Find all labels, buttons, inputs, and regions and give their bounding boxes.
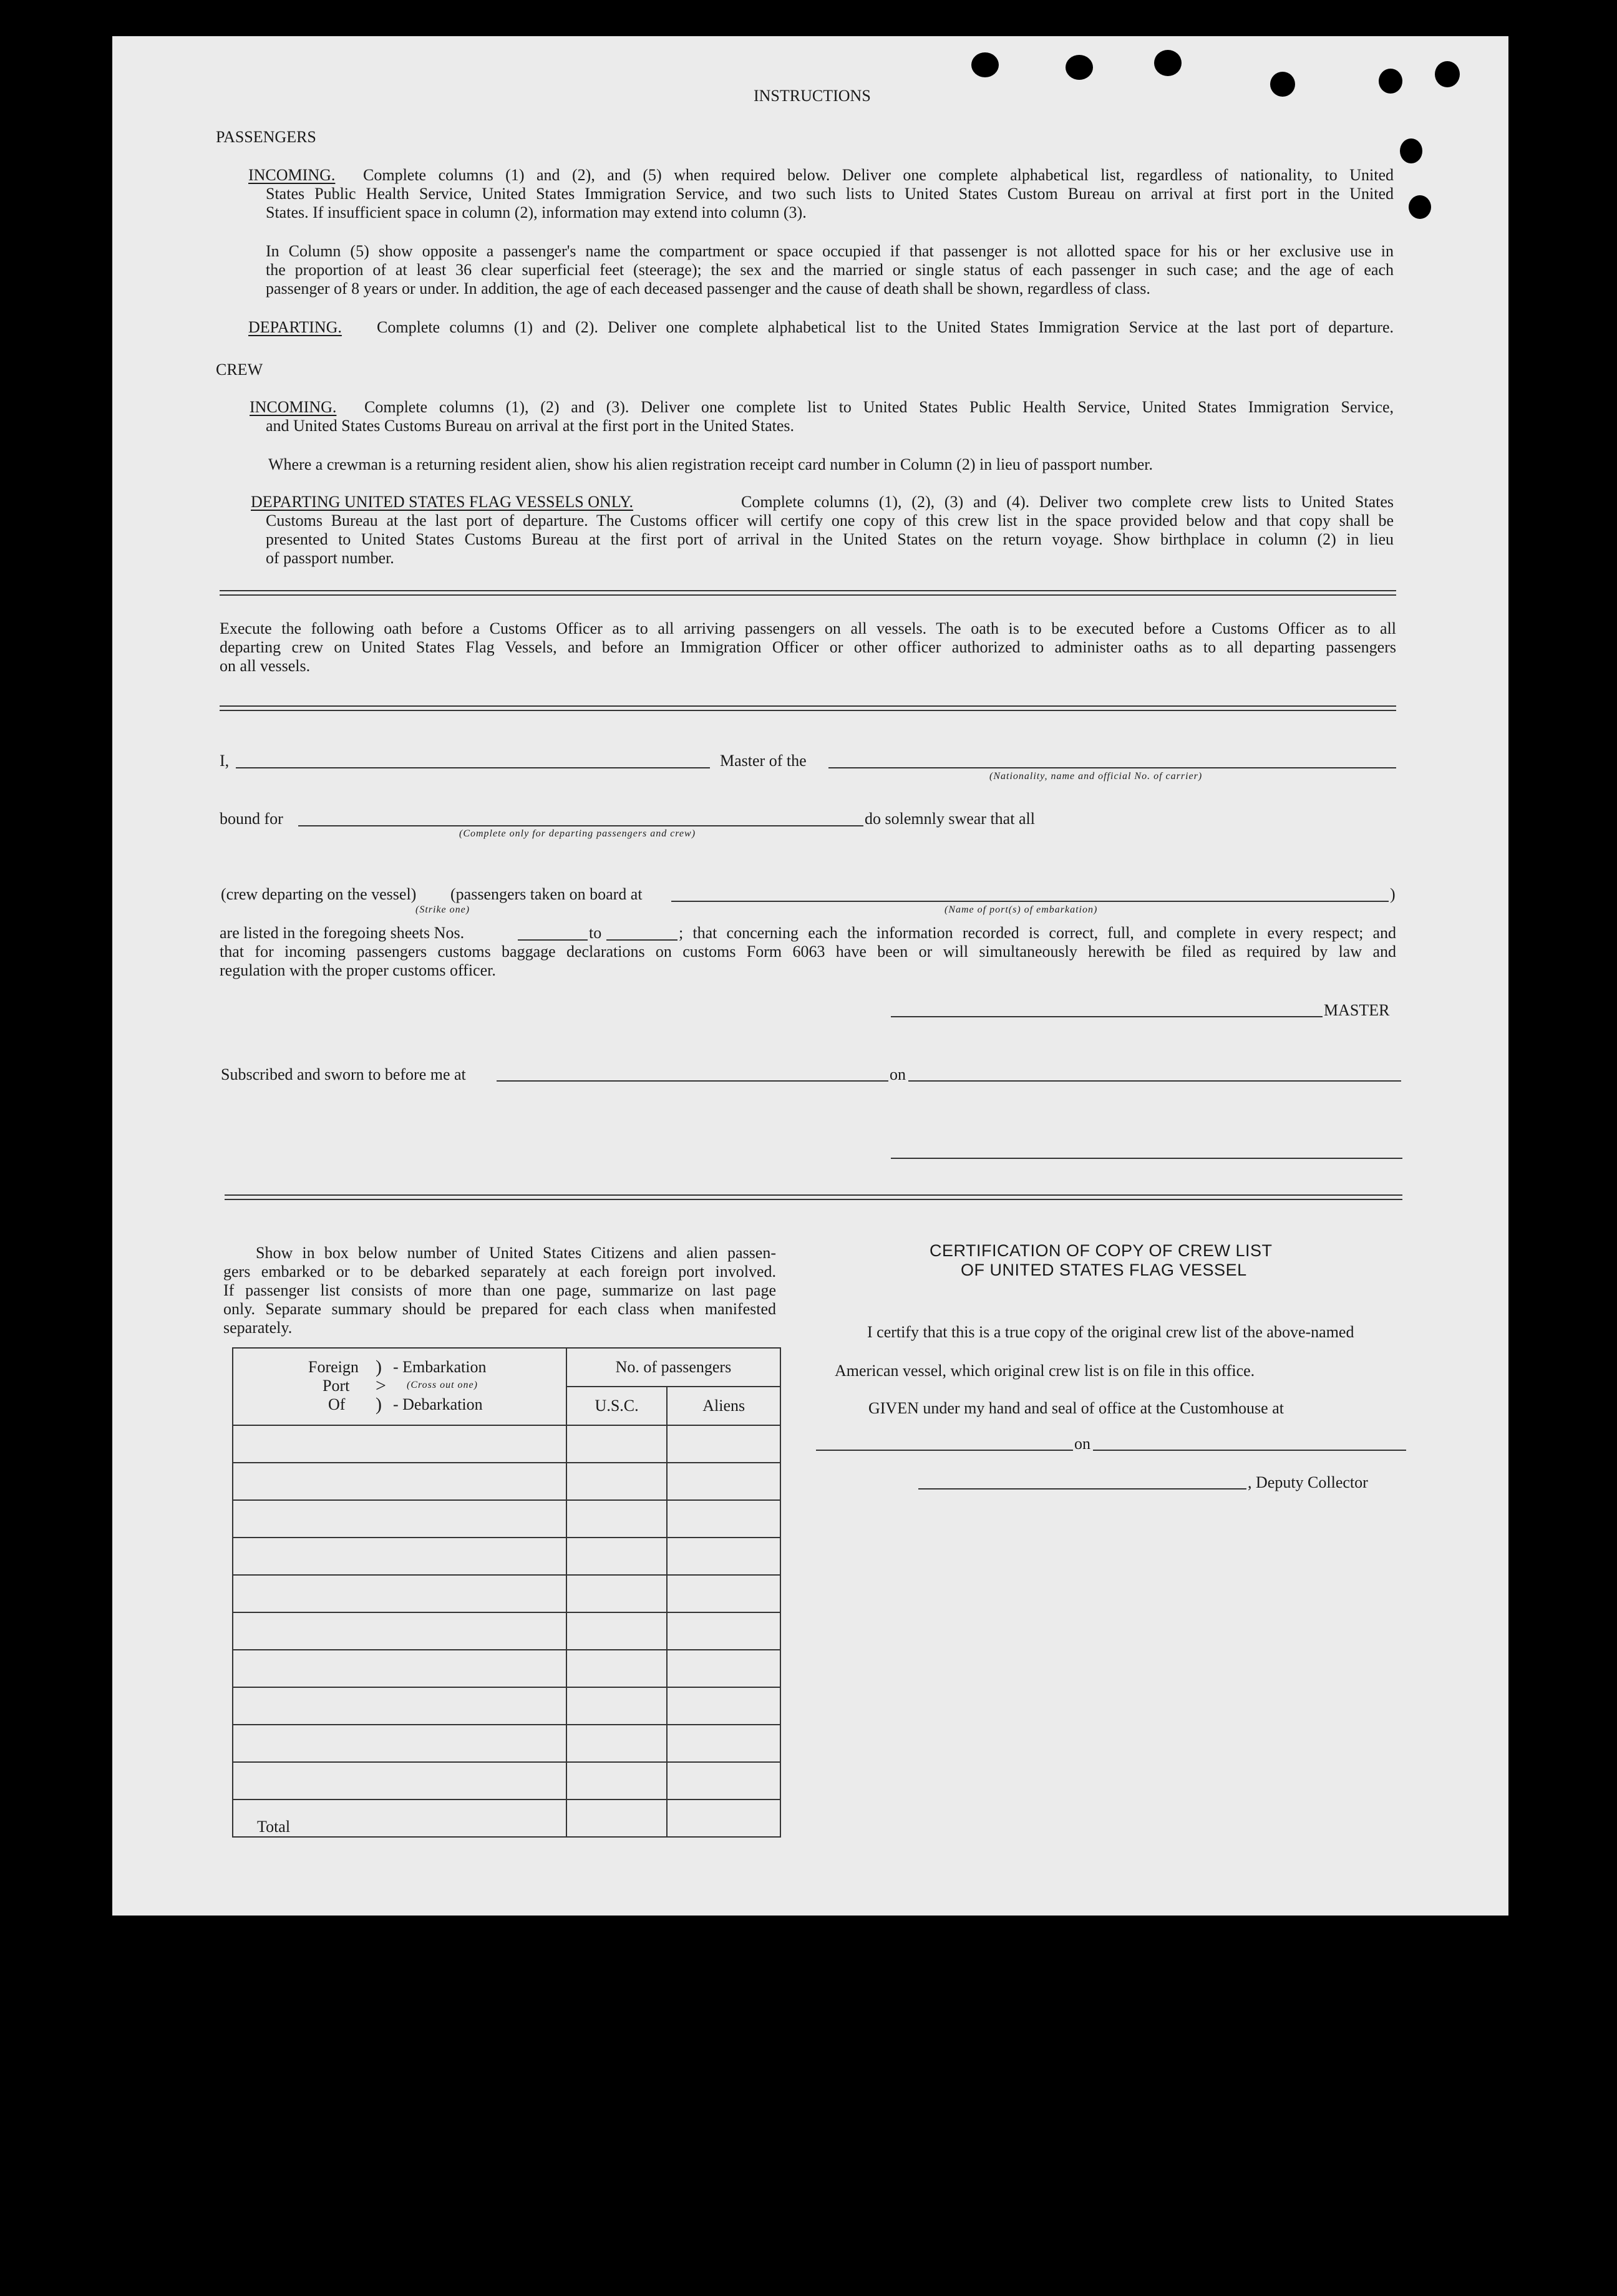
- page-title: INSTRUCTIONS: [754, 87, 871, 105]
- port-cell[interactable]: [233, 1612, 566, 1650]
- port-label: Port: [323, 1377, 350, 1395]
- section-divider: [225, 1194, 1402, 1200]
- sworn-date-line[interactable]: [908, 1080, 1401, 1082]
- summary-note-line2: gers embarked or to be debarked separately at each foreign port involved.: [223, 1262, 776, 1281]
- master-signature-line[interactable]: [891, 1016, 1323, 1017]
- table-row[interactable]: [233, 1575, 780, 1612]
- crew-heading: CREW: [216, 361, 263, 379]
- sworn-place-line[interactable]: [497, 1080, 888, 1082]
- bound-for-label: bound for: [220, 810, 283, 828]
- total-row[interactable]: [233, 1800, 780, 1837]
- oath-line3: regulation with the proper customs officer.: [220, 961, 496, 979]
- certification-title-line2: OF UNITED STATES FLAG VESSEL: [961, 1261, 1247, 1279]
- passengers-incoming-label: INCOMING.: [248, 166, 336, 184]
- carrier-note: (Nationality, name and official No. of carrier): [989, 771, 1203, 782]
- no-of-passengers-header: No. of passengers: [566, 1348, 780, 1387]
- port-cell[interactable]: [233, 1650, 566, 1687]
- usc-cell[interactable]: [566, 1575, 667, 1612]
- crew-departing-option: (crew departing on the vessel): [221, 885, 417, 903]
- master-label: MASTER: [1324, 1001, 1390, 1019]
- aliens-cell[interactable]: [667, 1612, 780, 1650]
- sworn-on-word: on: [890, 1065, 906, 1083]
- master-of-the-label: Master of the: [720, 752, 807, 770]
- aliens-cell[interactable]: [667, 1762, 780, 1800]
- passengers-taken-option: (passengers taken on board at: [450, 885, 643, 903]
- usc-cell[interactable]: [566, 1762, 667, 1800]
- aliens-cell[interactable]: [667, 1687, 780, 1725]
- crew-incoming-line1: Complete columns (1), (2) and (3). Deliver one complete list to United States Public Health Service, United States Immigration Service,: [364, 398, 1394, 416]
- column5-line2: the proportion of at least 36 clear superficial feet (steerage); the sex and the married or single status of each passenger in such case; and the age of each: [266, 261, 1394, 279]
- punch-hole: [1409, 195, 1431, 219]
- listed-prefix: are listed in the foregoing sheets Nos.: [220, 924, 465, 942]
- table-row[interactable]: [233, 1500, 780, 1538]
- deputy-collector-label: , Deputy Collector: [1248, 1473, 1368, 1491]
- port-cell[interactable]: [233, 1687, 566, 1725]
- summary-note-line5: separately.: [223, 1319, 293, 1337]
- crew-departing-line3: presented to United States Customs Bureau at the first port of arrival in the United States on the return voyage. Show birthplace in column (2) in lieu: [266, 530, 1394, 548]
- column5-line1: In Column (5) show opposite a passenger's name the compartment or space occupied if that passenger is not allotted space for his or her exclusive use in: [266, 242, 1394, 260]
- crew-incoming-label: INCOMING.: [250, 398, 337, 416]
- punch-hole: [1379, 69, 1402, 94]
- usc-cell[interactable]: [566, 1650, 667, 1687]
- summary-note-line1: Show in box below number of United States Citizens and alien passen-: [256, 1244, 776, 1262]
- usc-cell[interactable]: [566, 1500, 667, 1538]
- strike-one-note: (Strike one): [415, 904, 470, 915]
- table-row[interactable]: [233, 1612, 780, 1650]
- aliens-cell[interactable]: [667, 1425, 780, 1463]
- brace-icon: >: [376, 1375, 386, 1396]
- crew-departing-label: DEPARTING UNITED STATES FLAG VESSELS ONLY.: [251, 493, 633, 511]
- column5-line3: passenger of 8 years or under. In addition, the age of each deceased passenger and the cause of death shall be shown, regardless of class.: [266, 279, 1150, 298]
- crew-departing-line4: of passport number.: [266, 549, 394, 567]
- punch-hole: [971, 52, 999, 77]
- embarkation-port-line[interactable]: [671, 901, 1389, 902]
- table-row[interactable]: [233, 1538, 780, 1575]
- master-name-line[interactable]: [236, 767, 710, 768]
- to-word: to: [589, 924, 602, 942]
- table-row[interactable]: [233, 1463, 780, 1500]
- aliens-total-cell[interactable]: [667, 1800, 780, 1837]
- punch-hole: [1435, 61, 1460, 87]
- passengers-heading: PASSENGERS: [216, 128, 316, 146]
- usc-cell[interactable]: [566, 1538, 667, 1575]
- table-header-row: [233, 1348, 780, 1387]
- usc-cell[interactable]: [566, 1687, 667, 1725]
- certification-line1: I certify that this is a true copy of the original crew list of the above-named: [867, 1323, 1354, 1341]
- passengers-incoming-line1: Complete columns (1) and (2), and (5) when required below. Deliver one complete alphabetical list, regardless of nationality, to United: [363, 166, 1394, 184]
- brace-icon: ): [376, 1394, 382, 1415]
- deputy-collector-line[interactable]: [918, 1488, 1246, 1489]
- oath-instructions-line2: departing crew on United States Flag Vessels, and before an Immigration Officer or other officer authorized to administer oaths as to all departing passengers: [220, 638, 1396, 656]
- certification-date-line[interactable]: [1093, 1450, 1406, 1451]
- crew-resident-text: Where a crewman is a returning resident alien, show his alien registration receipt card number in Column (2) in lieu of passport number.: [268, 455, 1153, 473]
- carrier-line[interactable]: [828, 767, 1396, 768]
- foreign-label: Foreign: [308, 1358, 359, 1376]
- aliens-cell[interactable]: [667, 1500, 780, 1538]
- port-cell[interactable]: [233, 1762, 566, 1800]
- port-cell[interactable]: [233, 1463, 566, 1500]
- table-row[interactable]: [233, 1725, 780, 1762]
- port-cell[interactable]: [233, 1500, 566, 1538]
- punch-hole: [1400, 138, 1422, 163]
- oath-instructions-line1: Execute the following oath before a Customs Officer as to all arriving passengers on all vessels. The oath is to be executed before a Customs Officer as to all: [220, 619, 1396, 637]
- section-divider: [220, 590, 1396, 596]
- aliens-cell[interactable]: [667, 1650, 780, 1687]
- subscribed-label: Subscribed and sworn to before me at: [221, 1065, 466, 1083]
- crew-incoming-line2: and United States Customs Bureau on arrival at the first port in the United States.: [266, 417, 795, 435]
- table-row[interactable]: [233, 1762, 780, 1800]
- table-row[interactable]: [233, 1650, 780, 1687]
- swear-text: do solemnly swear that all: [865, 810, 1035, 828]
- usc-header: U.S.C.: [566, 1387, 667, 1425]
- customhouse-line[interactable]: [816, 1450, 1073, 1451]
- summary-note-line4: only. Separate summary should be prepared for each class when manifested: [223, 1300, 776, 1318]
- port-cell[interactable]: [233, 1538, 566, 1575]
- close-paren: ): [1390, 885, 1396, 903]
- passengers-incoming-line3: States. If insufficient space in column (2), information may extend into column (3).: [266, 203, 807, 221]
- oath-i-label: I,: [220, 752, 230, 770]
- aliens-cell[interactable]: [667, 1725, 780, 1762]
- port-header-cell: [233, 1348, 566, 1425]
- listed-suffix: ; that concerning each the information recorded is correct, full, and complete in every respect; and: [679, 924, 1396, 942]
- passenger-summary-table: [232, 1347, 781, 1838]
- port-note: (Name of port(s) of embarkation): [944, 904, 1098, 915]
- certification-on-word: on: [1074, 1435, 1090, 1453]
- port-cell[interactable]: [233, 1425, 566, 1463]
- passengers-departing-text: Complete columns (1) and (2). Deliver one complete alphabetical list to the United States Immigration Service at the last port of departure.: [377, 318, 1394, 336]
- certification-line2: American vessel, which original crew list is on file in this office.: [835, 1362, 1255, 1380]
- sheet-from-line[interactable]: [518, 939, 588, 941]
- cross-out-note: (Cross out one): [407, 1380, 478, 1390]
- aliens-cell[interactable]: [667, 1575, 780, 1612]
- total-label-cell: [233, 1800, 566, 1837]
- officer-signature-line[interactable]: [891, 1158, 1402, 1159]
- brace-icon: ): [376, 1357, 382, 1377]
- usc-cell[interactable]: [566, 1463, 667, 1500]
- usc-cell[interactable]: [566, 1425, 667, 1463]
- debarkation-label: - Debarkation: [393, 1395, 483, 1413]
- oath-line2: that for incoming passengers customs baggage declarations on customs Form 6063 have been or will simultaneously herewith be filed as required by law and: [220, 942, 1396, 961]
- punch-hole: [1066, 55, 1093, 80]
- usc-total-cell[interactable]: [566, 1800, 667, 1837]
- bound-for-line[interactable]: [298, 825, 863, 826]
- of-label: Of: [328, 1395, 346, 1413]
- usc-cell[interactable]: [566, 1612, 667, 1650]
- table-row[interactable]: [233, 1687, 780, 1725]
- usc-cell[interactable]: [566, 1725, 667, 1762]
- port-cell[interactable]: [233, 1575, 566, 1612]
- aliens-cell[interactable]: [667, 1538, 780, 1575]
- crew-departing-line1: Complete columns (1), (2), (3) and (4). Deliver two complete crew lists to United States: [741, 493, 1394, 511]
- summary-note-line3: If passenger list consists of more than one page, summarize on last page: [223, 1281, 776, 1299]
- port-cell[interactable]: [233, 1725, 566, 1762]
- crew-departing-line2: Customs Bureau at the last port of departure. The Customs officer will certify one copy of this crew list in the space provided below and that copy shall be: [266, 511, 1394, 530]
- table-row[interactable]: [233, 1425, 780, 1463]
- certification-title-line1: CERTIFICATION OF COPY OF CREW LIST: [930, 1241, 1273, 1260]
- oath-instructions-line3: on all vessels.: [220, 657, 311, 675]
- bound-for-note: (Complete only for departing passengers and crew): [459, 828, 696, 839]
- passengers-incoming-line2: States Public Health Service, United States Immigration Service, and two such lists to United States Custom Bureau on arrival at first port in the United: [266, 185, 1394, 203]
- aliens-cell[interactable]: [667, 1463, 780, 1500]
- punch-hole: [1154, 50, 1182, 76]
- passengers-departing-label: DEPARTING.: [248, 318, 342, 336]
- sheet-to-line[interactable]: [606, 939, 677, 941]
- total-label: Total: [257, 1818, 291, 1836]
- aliens-header: Aliens: [667, 1387, 780, 1425]
- embarkation-label: - Embarkation: [393, 1358, 487, 1376]
- section-divider: [220, 705, 1396, 711]
- punch-hole: [1270, 72, 1295, 97]
- certification-line3: GIVEN under my hand and seal of office at the Customhouse at: [868, 1399, 1284, 1417]
